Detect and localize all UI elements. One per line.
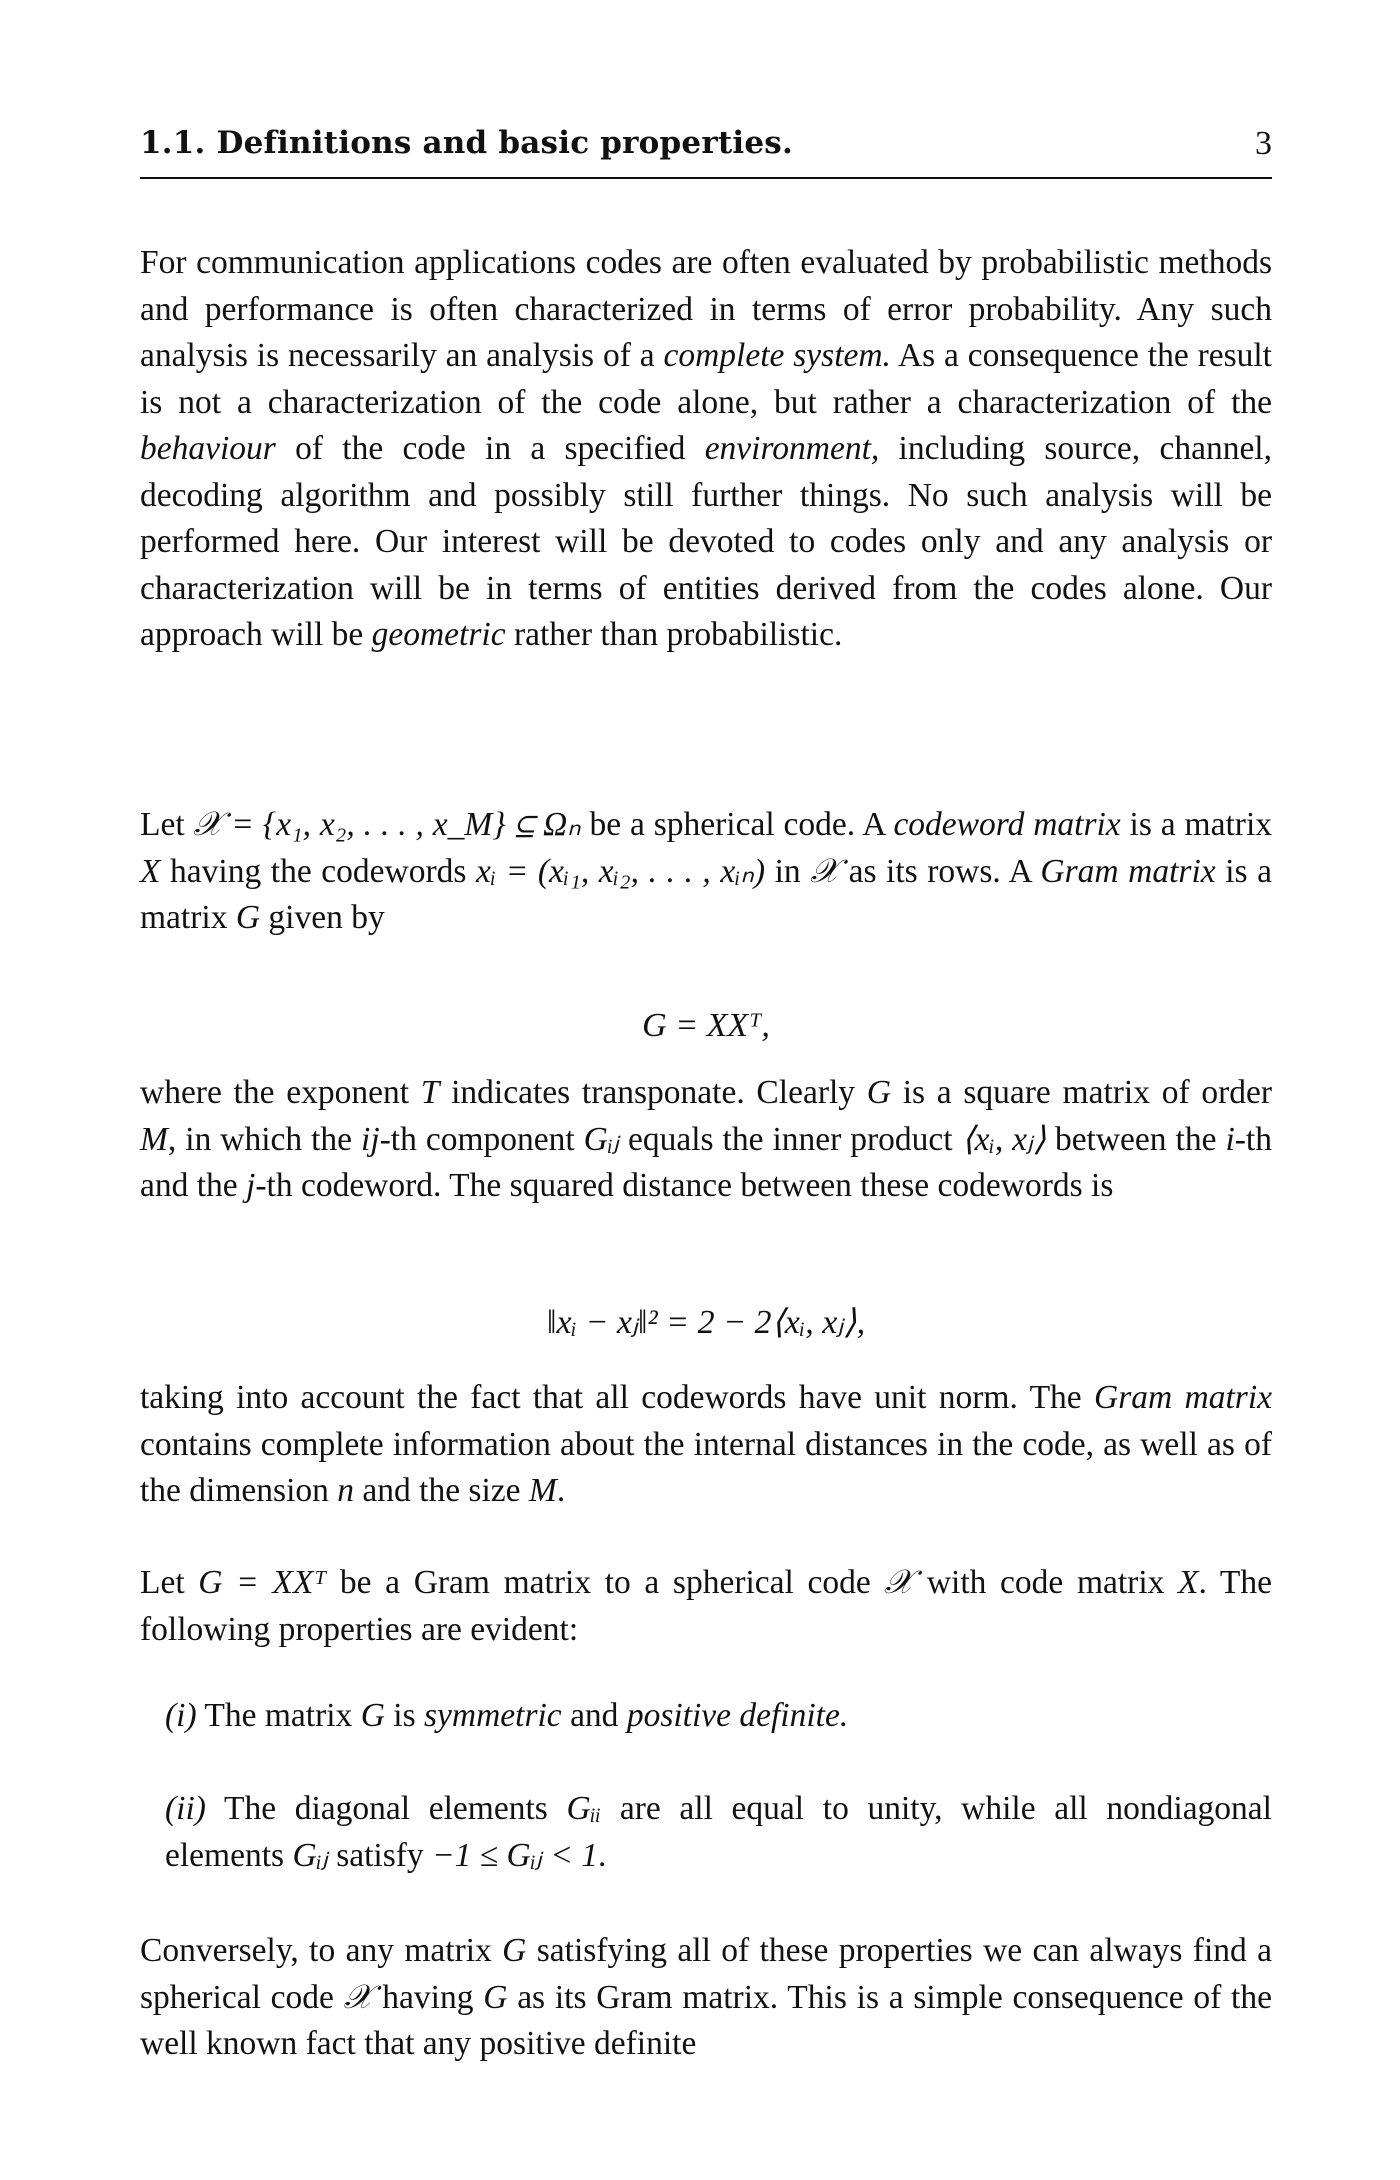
math-calligraphic-x: 𝒳 [810,852,840,890]
text-run: For communication applications codes are often evaluated by probabilistic methods and performance is often characterized in terms of error probability. Any such analysis is necessarily an analysis of a [140,244,1272,374]
list-label: (i) [165,1697,197,1734]
text-run: . [597,1836,607,1874]
text-run: as its Gram matrix. This is a simple consequence of the well known fact that any positive definite [140,1978,1272,2062]
text-run: are all equal to unity, while all nondiagonal elements [165,1790,1272,1874]
text-run: where the exponent [140,1074,421,1111]
math-x: X [140,852,161,890]
text-run: -th codeword. The squared distance between these codewords is [255,1167,1114,1204]
paragraph-unit-norm [140,1375,1272,1515]
emphasis-symmetric: symmetric [424,1697,562,1734]
math-t: T [420,1074,440,1111]
text-run: including source, channel, decoding algorithm and possibly still further things. No such analysis will be performed here. Our interest will be devoted to codes only and any analysis or characterization will be in terms of entities derived from the codes alone. Our approach will be [140,430,1272,653]
text-run: The matrix [196,1697,361,1734]
text-run: satisfy [327,1836,433,1874]
text-run: rather than probabilistic. [505,616,843,653]
property-i [165,1693,1272,1740]
math-g: G [235,899,261,936]
emphasis-gram-matrix: Gram matrix [1040,852,1216,890]
equation-gram: G = XXᵀ, [642,1007,770,1044]
text-run: . [556,1472,566,1509]
paragraph-transpose [140,1070,1272,1210]
text-run: is a matrix [1120,806,1272,843]
text-run: between the [1045,1120,1226,1158]
math-gii: Gᵢᵢ [566,1790,602,1827]
math-x: X [1178,1564,1199,1601]
math-i: i [1225,1120,1235,1158]
text-run: As a consequence the result is not a characterization of the code alone, but rather a characterization of the [140,337,1272,421]
math-gij: Gᵢⱼ [292,1836,328,1874]
math-g: G [502,1932,527,1969]
text-run: contains complete information about the internal distances in the code, as well as of the dimension [140,1425,1272,1509]
text-run: given by [260,899,385,936]
math-j: j [246,1167,256,1204]
equation-distance: ‖xᵢ − xⱼ‖² = 2 − 2⟨xᵢ, xⱼ⟩, [546,1304,866,1341]
text-run: and [561,1697,627,1734]
text-run: having the codewords [160,852,476,890]
text-run: satisfying all of these properties we can always find a spherical code [140,1932,1272,2016]
text-run: be a spherical code. A [580,806,894,843]
math-ij: ij [361,1120,380,1158]
math-code-set: 𝒳 = {x₁, x₂, . . . , x_M} ⊆ Ωₙ [193,806,581,843]
math-calligraphic-x: 𝒳 [884,1564,914,1601]
text-run: is [384,1697,424,1734]
math-gij: Gᵢⱼ [583,1120,620,1158]
text-run: as its rows. A [839,852,1041,890]
paragraph-properties-intro [140,1560,1272,1653]
math-codeword: xᵢ = (xᵢ₁, xᵢ₂, . . . , xᵢₙ) [475,852,765,890]
section-title: 1.1. Definitions and basic properties. [140,125,793,161]
text-run: -th and the [140,1120,1272,1204]
text-run: . The following properties are evident: [140,1564,1273,1648]
math-g: G [483,1978,508,2016]
list-label: (ii) [165,1790,206,1827]
page-number: 3 [1255,125,1272,162]
emphasis-behaviour: behaviour [140,430,276,467]
math-n: n [337,1472,355,1509]
text-run: having [372,1978,484,2016]
text-run: The diagonal elements [205,1790,567,1827]
text-run: with code matrix [913,1564,1179,1601]
emphasis-environment: environment, [704,430,880,467]
math-g: G [866,1074,891,1111]
emphasis-complete-system: complete system. [663,337,891,374]
text-run: -th component [379,1120,584,1158]
emphasis-geometric: geometric [371,616,506,653]
math-inequality: −1 ≤ Gᵢⱼ < 1 [432,1836,598,1874]
text-run: be a Gram matrix to a spherical code [326,1564,885,1601]
math-inner-product: ⟨xᵢ, xⱼ⟩ [961,1120,1046,1158]
paragraph-intro [140,240,1272,659]
text-run: equals the inner product [619,1120,962,1158]
text-run: Let [140,806,194,843]
paragraph-codeword-matrix [140,802,1272,942]
math-gram-def: G = XXᵀ [198,1564,327,1601]
property-ii [165,1786,1272,1879]
text-run: of the code in a specified [275,430,705,467]
text-run: indicates transponate. Clearly [439,1074,867,1111]
text-run: Let [140,1564,199,1601]
text-run: in [765,852,811,890]
emphasis-positive-definite: positive definite. [626,1697,849,1734]
paragraph-conversely [140,1928,1272,2068]
math-calligraphic-x: 𝒳 [343,1978,373,2016]
text-run: taking into account the fact that all codewords have unit norm. The [140,1379,1095,1416]
text-run: is a matrix [140,852,1272,936]
text-run: and the size [354,1472,529,1509]
emphasis-gram-matrix: Gram matrix [1094,1379,1272,1416]
text-run: Conversely, to any matrix [140,1932,503,1969]
text-run: is a square matrix of order [890,1074,1273,1111]
math-m: M [528,1472,557,1509]
text-run: , in which the [167,1120,362,1158]
math-m: M [140,1120,168,1158]
running-header [140,125,1272,179]
math-g: G [360,1697,385,1734]
emphasis-codeword-matrix: codeword matrix [893,806,1121,843]
